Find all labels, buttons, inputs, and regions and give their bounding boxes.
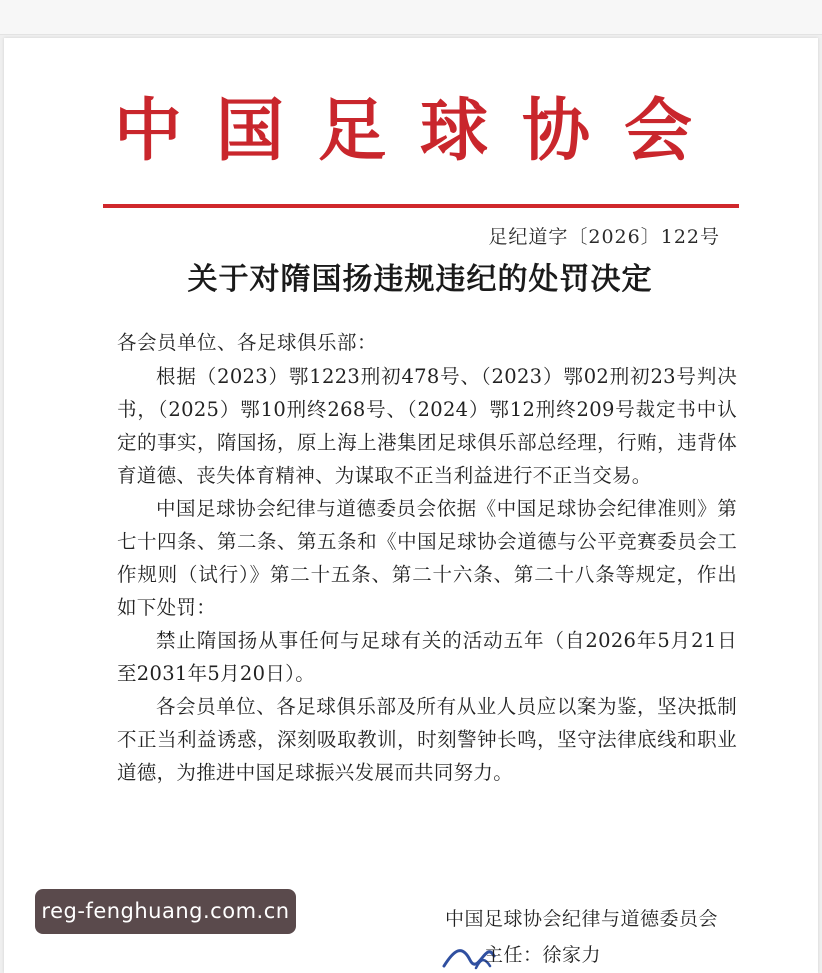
paragraph-facts: 根据（2023）鄂1223刑初478号、（2023）鄂02刑初23号判决书，（2025）鄂10刑终268号、（2024）鄂12刑终209号裁定书中认定的事实，隋国扬，原上海上港集团足球俱乐部总经理，行贿，违背体育道德、丧失体育精神、为谋取不正当利益进行不正当交易。 (117, 365, 737, 487)
signature-organization: 中国足球协会纪律与道德委员会 (444, 908, 718, 930)
document-body (117, 326, 737, 789)
masthead-red-rule (103, 204, 739, 208)
watermark-badge: reg-fenghuang.com.cn (35, 889, 296, 934)
salutation: 各会员单位、各足球俱乐部： (117, 331, 378, 354)
paragraph-warning: 各会员单位、各足球俱乐部及所有从业人员应以案为鉴，坚决抵制不正当利益诱惑，深刻吸取教训，时刻警钟长鸣，坚守法律底线和职业道德，为推进中国足球振兴发展而共同努力。 (117, 695, 737, 784)
document-title: 关于对隋国扬违规违纪的处罚决定 (187, 262, 653, 297)
chair-signature-line: 主任：徐家力 (484, 944, 602, 966)
org-masthead: 中国足球协会 (113, 92, 726, 171)
paragraph-penalty: 禁止隋国扬从事任何与足球有关的活动五年（自2026年5月21日至2031年5月20日）。 (117, 629, 737, 685)
paragraph-basis: 中国足球协会纪律与道德委员会依据《中国足球协会纪律准则》第七十四条、第二条、第五条和《中国足球协会道德与公平竞赛委员会工作规则（试行）》第二十五条、第二十六条、第二十八条等规定，作出如下处罚： (117, 497, 737, 619)
document-number: 足纪道字〔2026〕122号 (488, 226, 720, 248)
top-bar (0, 0, 822, 35)
